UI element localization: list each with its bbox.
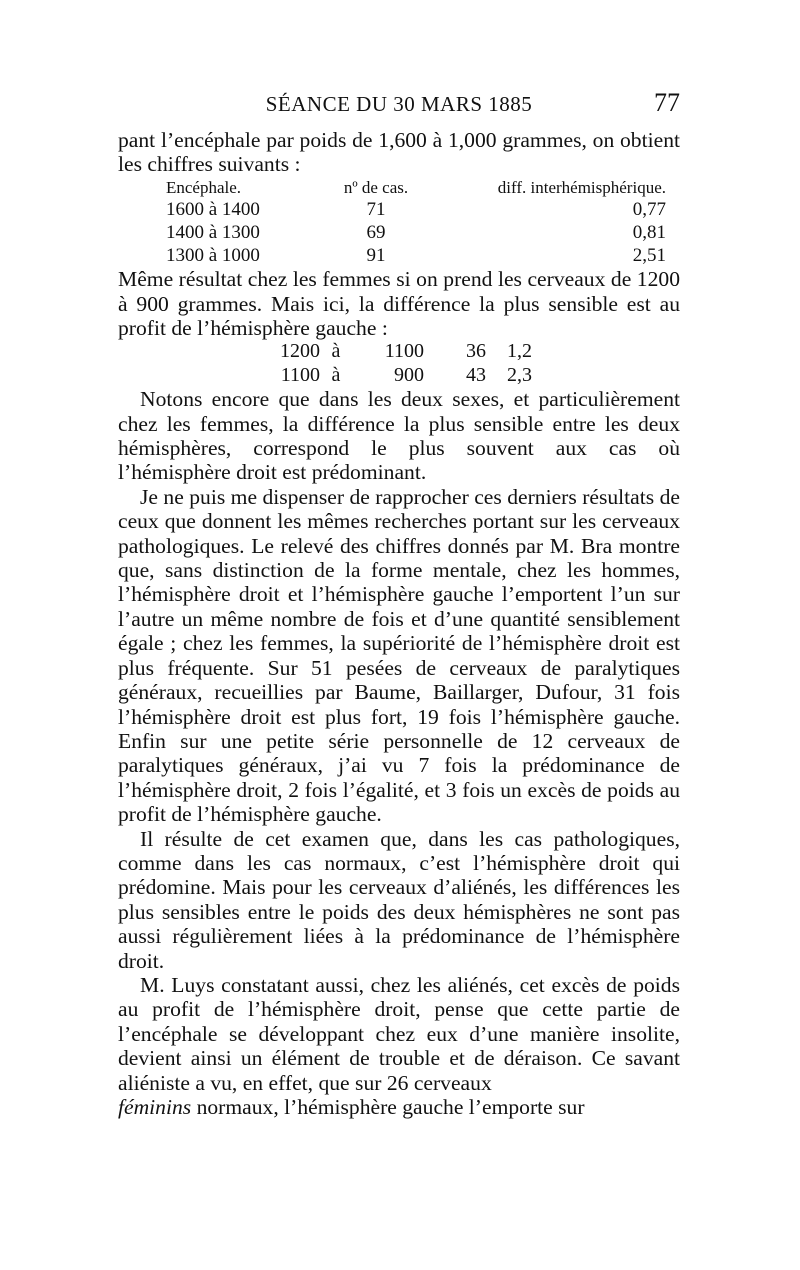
table-cell-difference: 1,2: [507, 340, 532, 363]
table-cell-separator: à: [331, 340, 341, 363]
table-cell-range: 1600 à 1400: [166, 199, 260, 221]
column-header-encephale: Encéphale.: [166, 177, 242, 197]
table-brain-weight-men: [166, 177, 666, 267]
page-number: 77: [654, 88, 680, 117]
table-cell-cases: 69: [366, 222, 386, 243]
table-cell-from: 1200: [280, 340, 320, 363]
table-cell-difference: 2,3: [507, 363, 532, 386]
column-header-cases: nº de cas.: [343, 177, 409, 197]
table-row: [166, 199, 666, 222]
table-cell-cases: 36: [466, 340, 486, 363]
paragraph-3: Notons encore que dans les deux sexes, et particulièrement chez les femmes, la différence la plus sensible entre les deux hémisphères, correspond le plus souvent aux cas où l’hémisphère droit est prédominant.: [118, 387, 680, 485]
paragraph-7: [118, 1095, 680, 1119]
table-cell-from: 1100: [280, 363, 320, 386]
italic-word: féminins: [118, 1095, 192, 1119]
table-row: [268, 340, 532, 363]
table-brain-weight-women: [268, 340, 532, 387]
paragraph-6: M. Luys constatant aussi, chez les aliénés, cet excès de poids au profit de l’hémisphère droit, pense que cette partie de l’encéphale se développant chez eux d’une manière insolite, devient ainsi un élément de trouble et de déraison. Ce savant aliéniste a vu, en effet, que sur 26 cerveaux: [118, 972, 680, 1095]
table-cell-difference: 0,81: [632, 222, 666, 243]
paragraph-1: pant l’encéphale par poids de 1,600 à 1,000 grammes, on obtient les chiffres suivants :: [118, 128, 680, 177]
table-row: [166, 245, 666, 268]
paragraph-4: Je ne puis me dispenser de rapprocher ces derniers résultats de ceux que donnent les mêmes recherches portant sur les cerveaux pathologiques. Le relevé des chiffres donnés par M. Bra montre que, sans distinction de la forme mentale, chez les hommes, l’hémisphère droit et l’hémisphère gauche l’emportent l’un sur l’autre un même nombre de fois et d’une quantité sensiblement égale ; chez les femmes, la supériorité de l’hémisphère droit est plus fréquente. Sur 51 pesées de cerveaux de paralytiques généraux, recueillies par Baume, Baillarger, Dufour, 31 fois l’hémisphère droit est plus fort, 19 fois l’hémisphère gauche. Enfin sur une petite série personnelle de 12 cerveaux de paralytiques généraux, j’ai vu 7 fois la prédominance de l’hémisphère droit, 2 fois l’égalité, et 3 fois un excès de poids au profit de l’hémisphère gauche.: [118, 484, 680, 827]
table-cell-range: 1300 à 1000: [166, 244, 260, 266]
table-cell-to: 900: [394, 363, 424, 386]
table-header-row: [166, 177, 666, 200]
paragraph-5: Il résulte de cet examen que, dans les cas pathologiques, comme dans les cas normaux, c’est l’hémisphère droit qui prédomine. Mais pour les cerveaux d’aliénés, les différences les plus sensibles entre le poids des deux hémisphères ne sont pas aussi régulièrement liées à la prédominance de l’hémisphère droit.: [118, 826, 680, 973]
paragraph-2: Même résultat chez les femmes si on prend les cerveaux de 1200 à 900 grammes. Mais ici, la différence la plus sensible est au profit de l’hémisphère gauche :: [118, 267, 680, 340]
table-row: [166, 222, 666, 245]
table-cell-to: 1100: [384, 340, 424, 363]
table-cell-difference: 2,51: [632, 244, 666, 266]
table-cell-separator: à: [331, 363, 341, 386]
running-title: SÉANCE DU 30 MARS 1885: [265, 92, 533, 116]
table-cell-cases: 71: [366, 199, 386, 221]
table-cell-cases: 43: [466, 363, 486, 386]
page-header: [118, 86, 680, 126]
table-cell-range: 1400 à 1300: [166, 222, 260, 243]
table-cell-difference: 0,77: [632, 199, 666, 221]
table-cell-cases: 91: [366, 244, 386, 266]
column-header-difference: diff. interhémisphérique.: [497, 177, 666, 197]
table-row: [268, 364, 532, 387]
paragraph-7-text: normaux, l’hémisphère gauche l’emporte sur: [191, 1095, 585, 1119]
page-body: [118, 128, 680, 1119]
